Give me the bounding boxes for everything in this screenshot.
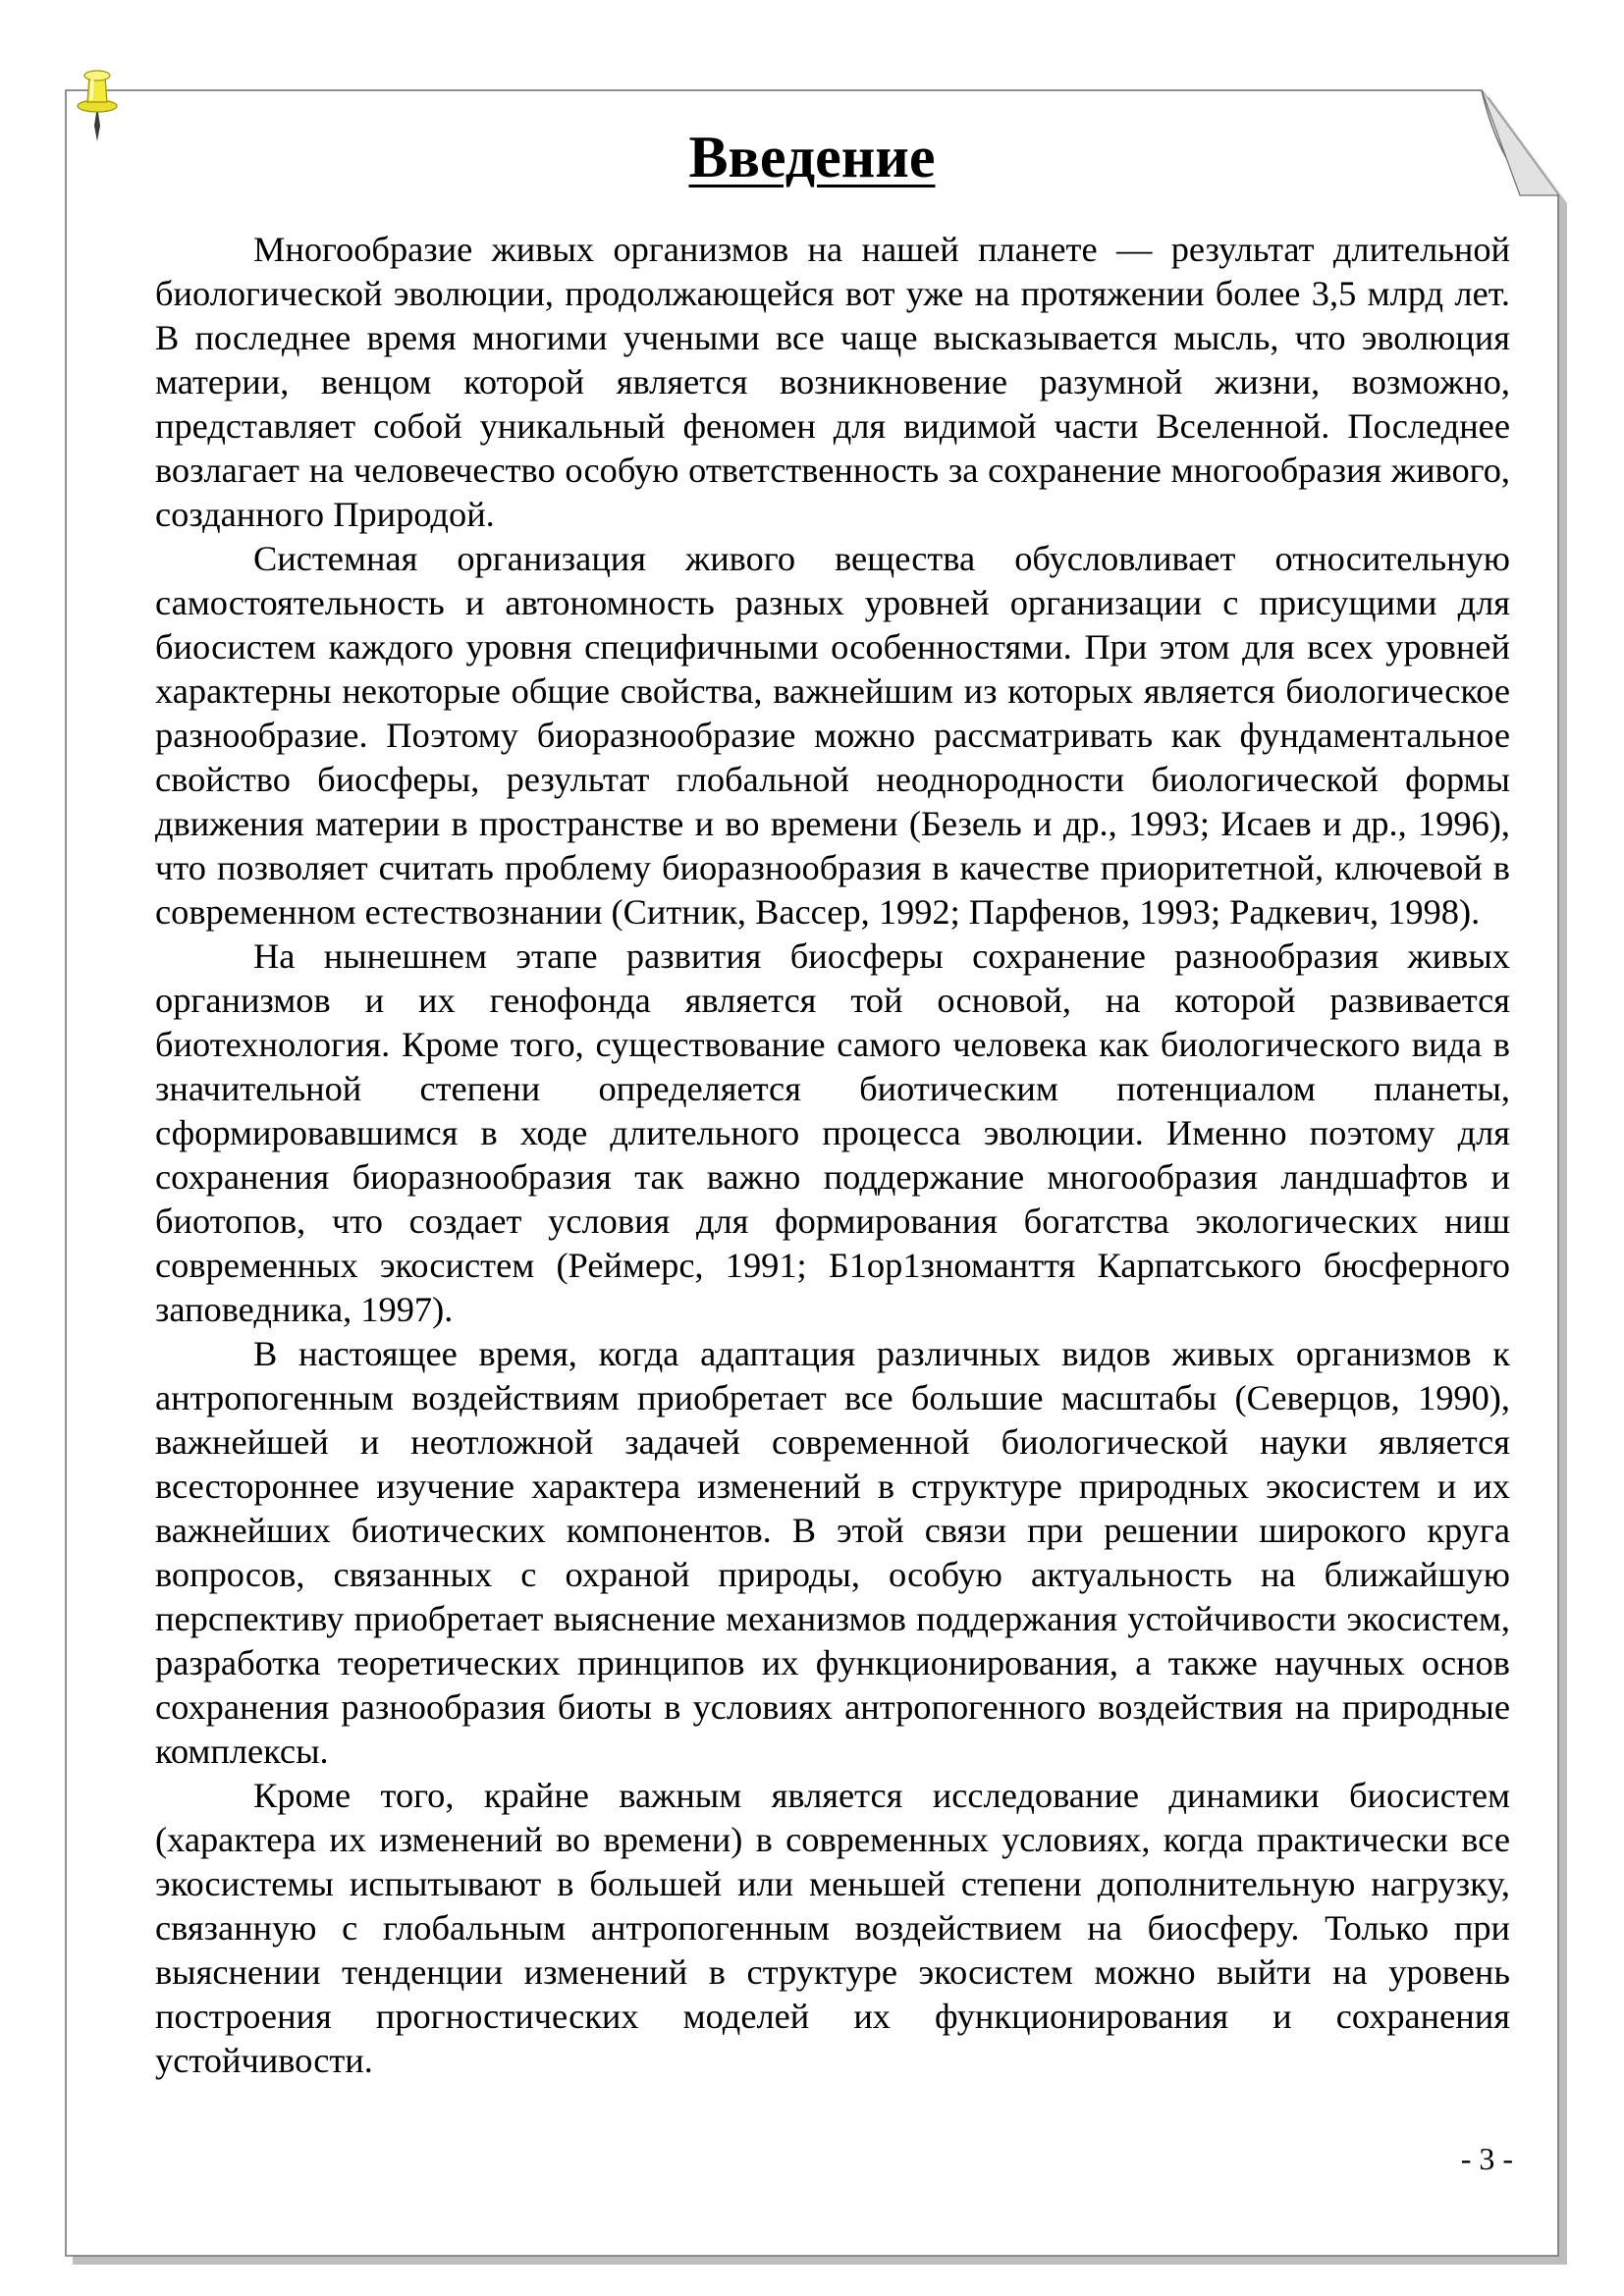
paragraph: В настоящее время, когда адаптация различных видов живых организмов к антропогенным воздействиям приобретает все большие масштабы (Северцов, 1990), важнейшей и неотложной задачей современной биологической науки является всестороннее изучение характера изменений в структуре природных экосистем и их важнейших биотических компонентов. В этой связи при решении широкого круга вопросов, связанных с охраной природы, особую актуальность на ближайшую перспективу приобретает выяснение механизмов поддержания устойчивости экосистем, разработка теоретических принципов их функционирования, а также научных основ сохранения разнообразия биоты в условиях антропогенного воздействия на природные комплексы. xyxy=(155,1334,1510,1771)
paragraph: Многообразие живых организмов на нашей планете — результат длительной биологической эволюции, продолжающейся вот уже на протяжении более 3,5 млрд лет. В последнее время многими учеными все чаще высказывается мысль, что эволюция материи, венцом которой является возникновение разумной жизни, возможно, представляет собой уникальный феномен для видимой части Вселенной. Последнее возлагает на человечество особую ответственность за сохранение многообразия живого, созданного Природой. xyxy=(155,230,1510,534)
paragraph: Системная организация живого вещества обусловливает относительную самостоятельность и автономность разных уровней организации с присущими для биосистем каждого уровня специфичными особенностями. При этом для всех уровней характерны некоторые общие свойства, важнейшим из которых является биологическое разнообразие. Поэтому биоразнообразие можно рассматривать как фундаментальное свойство биосферы, результат глобальной неоднородности биологической формы движения материи в пространстве и во времени (Безель и др., 1993; Исаев и др., 1996), что позволяет считать проблему биоразнообразия в качестве приоритетной, ключевой в современном естествознании (Ситник, Вассер, 1992; Парфенов, 1993; Радкевич, 1998). xyxy=(155,539,1510,932)
body-text xyxy=(155,228,1510,2083)
page-number: - 3 - xyxy=(1460,2141,1513,2176)
page-title: Введение xyxy=(688,125,936,189)
paragraph: Кроме того, крайне важным является исследование динамики биосистем (характера их изменений во времени) в современных условиях, когда практически все экосистемы испытывают в большей или меньшей степени дополнительную нагрузку, связанную с глобальным антропогенным воздействием на биосферу. Только при выяснении тенденции изменений в структуре экосистем можно выйти на уровень построения прогностических моделей их функционирования и сохранения устойчивости. xyxy=(155,1776,1510,2080)
paragraph: На нынешнем этапе развития биосферы сохранение разнообразия живых организмов и их генофонда является той основой, на которой развивается биотехнология. Кроме того, существование самого человека как биологического вида в значительной степени определяется биотическим потенциалом планеты, сформировавшимся в ходе длительного процесса эволюции. Именно поэтому для сохранения биоразнообразия так важно поддержание многообразия ландшафтов и биотопов, что создает условия для формирования богатства экологических ниш современных экосистем (Реймерс, 1991; Б1ор1зноманття Карпатського бюсферного заповедника, 1997). xyxy=(155,936,1510,1329)
